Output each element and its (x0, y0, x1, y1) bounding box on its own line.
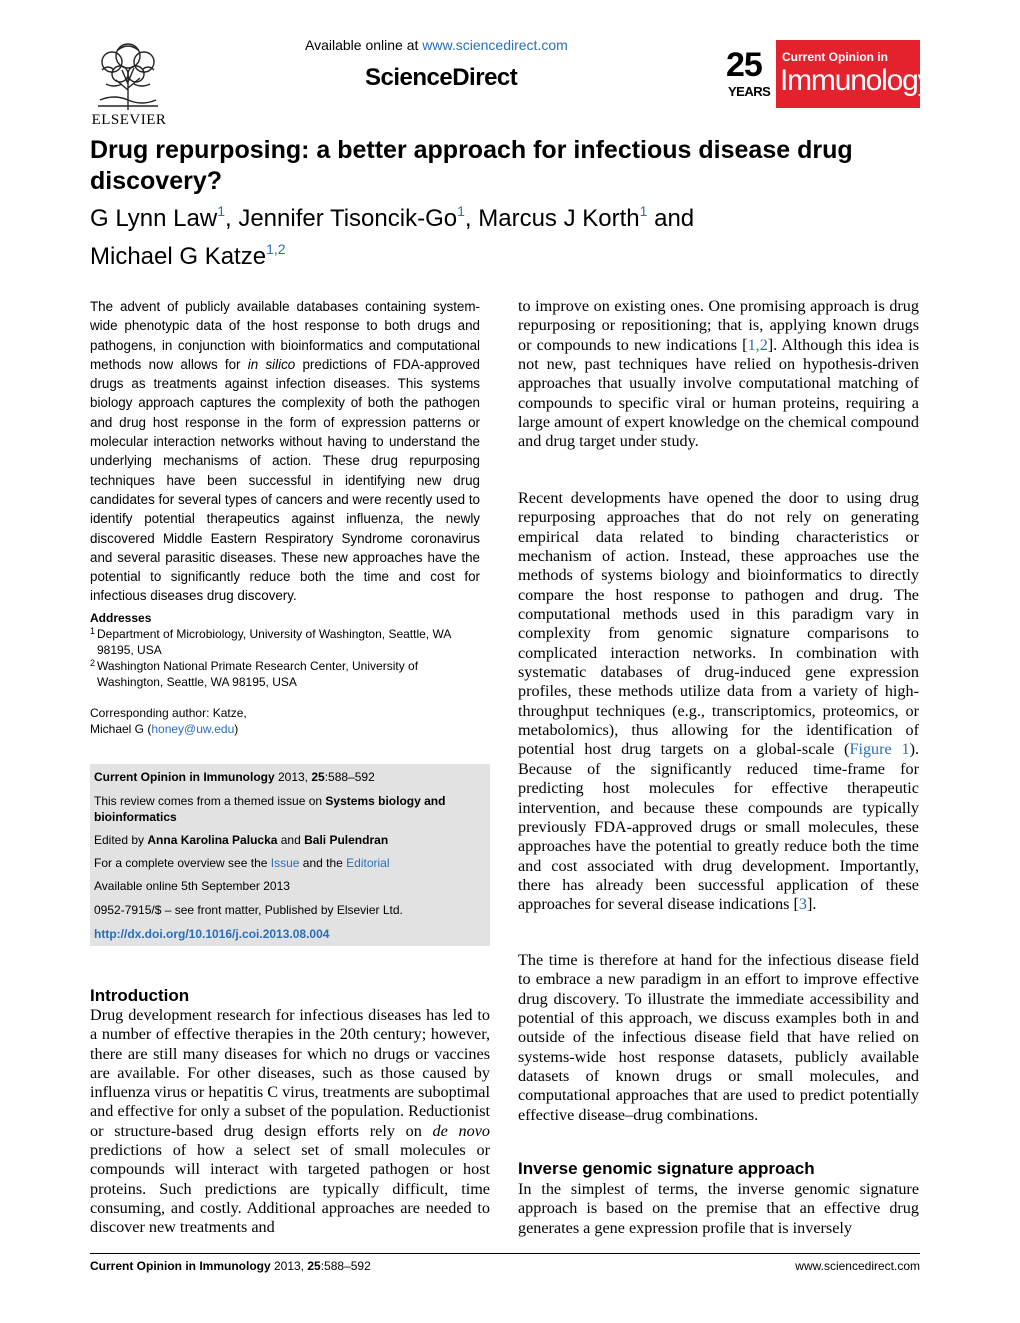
doi-link[interactable]: http://dx.doi.org/10.1016/j.coi.2013.08.004 (94, 927, 330, 941)
reference-link[interactable]: 1,2 (747, 335, 768, 354)
author-affiliation[interactable]: 1 (217, 203, 225, 219)
elsevier-wordmark: ELSEVIER (91, 112, 167, 128)
badge-anniversary (724, 40, 776, 108)
corresponding-close: ) (234, 722, 239, 736)
corresponding-line2 (90, 721, 480, 737)
theme-prefix: This review comes from a themed issue on (94, 794, 326, 808)
issue-link[interactable]: Issue (270, 856, 300, 870)
author-name: Marcus J Korth (478, 205, 640, 232)
address-number: 2 (90, 658, 96, 668)
address-number: 1 (90, 626, 96, 636)
footer-site[interactable]: www.sciencedirect.com (795, 1259, 920, 1273)
theme-name: Systems biology and bioinformatics (94, 794, 446, 824)
introduction-heading: Introduction (90, 986, 190, 1005)
abstract-text-cont: predictions of FDA-approved drugs as treatments against infection diseases. This systems biology approach captures the complexity of both the pathogen and drug host response in the form of expression patterns or molecular interaction networks without having to understand the underlying mechanisms of action. These drug repurposing techniques have been successful in identifying new drug candidates for several types of cancers and were recently used to identify potential therapeutics against influenza, the newly discovered Middle Eastern Respiratory Syndrome coronavirus and several parasitic diseases. These new approaches have the potential to significantly reduce both the time and cost for infectious diseases drug discovery. (90, 356, 480, 604)
badge-line1: Current Opinion in (782, 50, 888, 64)
author-name: Michael G Katze (90, 243, 267, 270)
article-title: Drug repurposing: a better approach for infectious disease drug discovery? (90, 136, 853, 195)
para-text-end: ]. (807, 895, 817, 914)
abstract-text: The advent of publicly available databases containing system-wide phenotypic data of the host response to both drugs and pathogens, in conjunction with bioinformatics and computational methods now allows for (90, 299, 480, 372)
author-affiliation[interactable]: 1 (457, 203, 465, 219)
citation-volume: 25 (311, 770, 325, 784)
badge-number: 25 (726, 46, 762, 84)
abstract-italic: in silico (247, 356, 296, 372)
editor-name: Anna Karolina Palucka (147, 833, 278, 847)
addresses-heading: Addresses (90, 611, 152, 625)
footer-volume: 25 (307, 1259, 321, 1273)
para-text-cont: ]. Although this idea is not new, past techniques have relied on hypothesis-driven approaches that usually involve computational matching of compounds to specific viral or human proteins, requiring a large amount of expert knowledge on the chemical compound and drug target under study. (518, 335, 920, 451)
para-text: to improve on existing ones. One promising approach is drug repurposing or repositioning; that is, applying known drugs or compounds to new indications [ (518, 297, 919, 354)
body-paragraph-3: The time is therefore at hand for the infectious disease field to embrace a new paradigm in an effort to improve effective drug discovery. To illustrate the immediate accessibility and potential of this approach, we discuss examples both in and outside of the infectious disease field that have relied on systems-wide host response datasets, publicly available datasets of known drugs or small molecules, and computational approaches that are used to predict potentially effective disease–drug combinations. (518, 951, 919, 1124)
citation-line (94, 770, 484, 786)
email-link[interactable]: honey@uw.edu (151, 722, 235, 736)
elsevier-logo (88, 40, 170, 130)
journal-badge (724, 40, 932, 108)
intro-text-cont: predictions of how a select set of small molecules or compounds will interact with targeted pathogen or host proteins. Such predictions are typically difficult, time consuming, and costly. Additional approaches are needed to discover new treatments and (90, 1141, 490, 1237)
reference-link[interactable]: 3 (798, 895, 808, 914)
themed-issue-line (94, 794, 484, 825)
introduction-paragraph (90, 1006, 490, 1238)
overview-line (94, 856, 484, 872)
editor-name: Bali Pulendran (304, 833, 389, 847)
elsevier-tree-icon (92, 40, 164, 112)
available-online (305, 37, 568, 53)
body-paragraph-1 (518, 297, 919, 452)
corresponding-author (90, 705, 480, 737)
badge-line2: Immunology (780, 64, 932, 97)
author-name: G Lynn Law (90, 205, 218, 232)
overview-prefix: For a complete overview see the (94, 856, 271, 870)
footer-citation (90, 1259, 371, 1273)
citation-journal: Current Opinion in Immunology (94, 770, 275, 784)
citation-year: 2013, (274, 770, 312, 784)
badge-journal-name (776, 40, 932, 108)
abstract (90, 297, 480, 606)
author-list (90, 196, 850, 272)
address-item (90, 626, 485, 658)
badge-years: YEARS (728, 84, 771, 99)
author-separator: , (224, 205, 239, 232)
editors-line (94, 833, 484, 849)
author-affiliation[interactable]: 1 (639, 203, 648, 219)
available-online-prefix: Available online at (305, 37, 423, 53)
intro-text: Drug development research for infectious diseases has led to a number of effective therapies in the 20th century; however, there are still many diseases for which no drugs or vaccines are available. For other diseases, such as those caused by influenza virus or hepatitis C virus, treatments are suboptimal and effective for only a subset of the population. Reductionist or structure-based drug design efforts rely on (90, 1006, 490, 1140)
article-info-box (90, 764, 490, 946)
address-text: Department of Microbiology, University of Washington, Seattle, WA 98195, USA (97, 627, 451, 657)
footer-year: 2013, (270, 1259, 308, 1273)
corresponding-line1: Corresponding author: Katze, (90, 706, 247, 720)
author-separator: and (647, 205, 701, 232)
citation-pages: :588–592 (324, 770, 375, 784)
corresponding-name: Michael G ( (90, 722, 152, 736)
copyright-line: 0952-7915/$ – see front matter, Published by Elsevier Ltd. (94, 903, 403, 917)
figure-link[interactable]: Figure 1 (849, 740, 910, 759)
intro-italic: de novo (432, 1121, 490, 1140)
sciencedirect-brand: ScienceDirect (365, 64, 518, 91)
edited-prefix: Edited by (94, 833, 148, 847)
editor-and: and (277, 833, 305, 847)
footer-pages: :588–592 (320, 1259, 371, 1273)
footer-divider (90, 1253, 920, 1254)
sciencedirect-link[interactable]: www.sciencedirect.com (422, 37, 568, 53)
para-text-cont: ). Because of the significantly reduced time-frame for predicting host molecules for effective therapeutic intervention, and because these compounds are typically previously FDA-approved drugs or small molecules, these approaches have the potential to greatly reduce both the time and cost associated with drug development. Importantly, there has already been successful application of these approaches for several disease indications [ (518, 740, 919, 914)
para-text: Recent developments have opened the door to using drug repurposing approaches that do not rely on generating empirical data related to binding characteristics or mechanism of action. Instead, these approaches use the methods of systems biology and bioinformatics to directly compare the host response to pathogen and drug. The computational methods used in this paradigm vary in complexity from genomic signature comparisons to complicated interaction networks. In combination with systematic databases of drug-induced gene expression profiles, these methods utilize data from a variety of high-throughput techniques (e.g., transcriptomics, proteomics, or metabolomics), thus allowing for the identification of potential host drug targets on a global-scale ( (518, 489, 919, 759)
available-date: Available online 5th September 2013 (94, 879, 290, 893)
body-paragraph-2 (518, 489, 919, 915)
footer-journal: Current Opinion in Immunology (90, 1259, 271, 1273)
section-heading-inverse-genomic: Inverse genomic signature approach (518, 1159, 815, 1178)
address-item (90, 658, 485, 690)
editorial-link[interactable]: Editorial (346, 856, 390, 870)
author-separator: , (464, 205, 479, 232)
addresses (90, 610, 485, 690)
author-affiliation[interactable]: 1,2 (266, 241, 286, 257)
address-text: Washington National Primate Research Center, University of Washington, Seattle, WA 98195, USA (97, 659, 419, 689)
body-paragraph-4: In the simplest of terms, the inverse genomic signature approach is based on the premise that an effective drug generates a gene expression profile that is inversely (518, 1180, 919, 1237)
author-name: Jennifer Tisoncik-Go (238, 205, 458, 232)
overview-mid: and the (299, 856, 347, 870)
